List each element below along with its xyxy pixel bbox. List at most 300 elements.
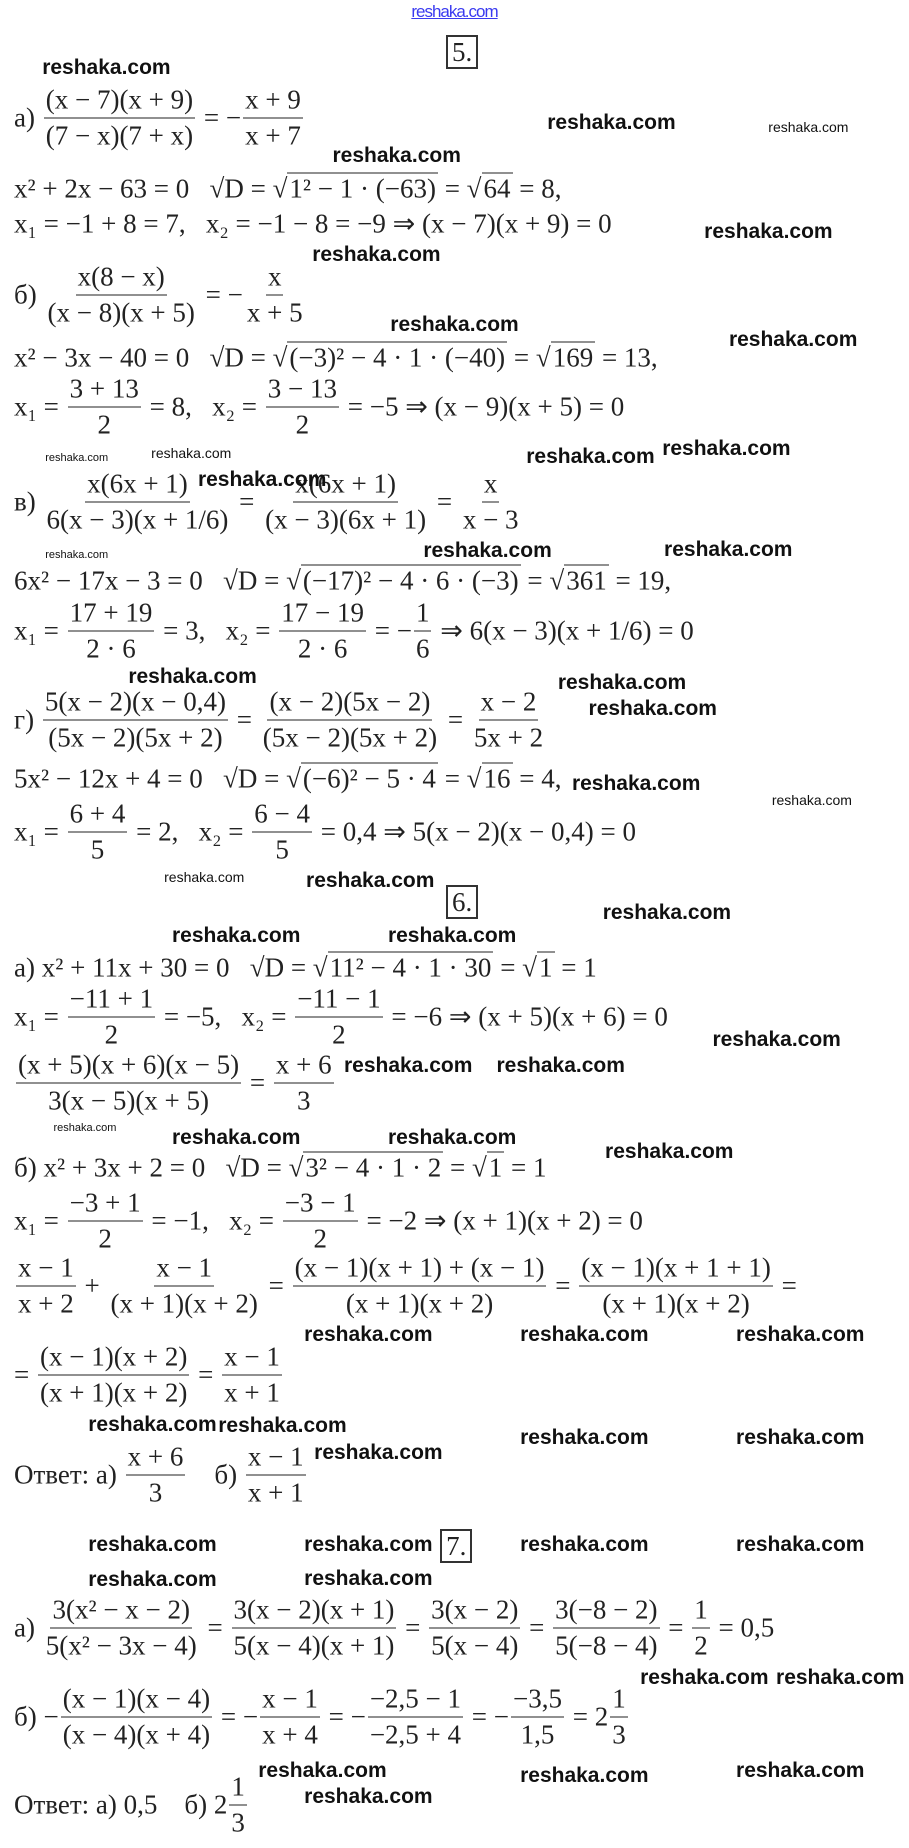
watermark: reshaka.com xyxy=(387,924,517,948)
square-root xyxy=(289,1153,444,1184)
math-text: = xyxy=(437,173,467,204)
fraction xyxy=(44,1595,199,1662)
denominator: 2 xyxy=(104,1019,119,1050)
numerator: x(6x + 1) xyxy=(85,468,190,502)
fraction xyxy=(283,1188,358,1255)
watermark: reshaka.com xyxy=(387,1125,517,1149)
math-text: 5x² − 12x + 4 = 0 √D = xyxy=(14,763,287,794)
math-text: = −6 ⇒ (x + 5)(x + 6) = 0 xyxy=(384,1001,668,1032)
numerator: x − 2 xyxy=(479,686,539,720)
fraction xyxy=(511,1683,564,1750)
math-text: x² + 2x − 63 = 0 √D = xyxy=(14,173,273,204)
math-line xyxy=(14,763,561,794)
denominator: 6(x − 3)(x + 1/6) xyxy=(46,504,229,534)
math-text: = xyxy=(507,342,536,373)
numerator: x − 1 xyxy=(154,1253,214,1287)
numerator: −2,5 − 1 xyxy=(368,1683,463,1717)
fraction xyxy=(245,262,305,329)
denominator: 2 xyxy=(97,409,111,440)
watermark: reshaka.com xyxy=(602,900,732,924)
sqrt-icon: √ xyxy=(272,173,288,204)
numerator: −3,5 xyxy=(511,1683,564,1717)
math-line xyxy=(14,1188,643,1255)
fraction xyxy=(68,1188,143,1255)
numerator: x − 1 xyxy=(246,1442,306,1476)
fraction xyxy=(293,1253,547,1320)
sqrt-icon: √ xyxy=(535,342,551,373)
numerator: (x − 1)(x − 4) xyxy=(61,1683,212,1717)
denominator: (x − 4)(x + 4) xyxy=(62,1719,211,1750)
denominator: (x + 1)(x + 2) xyxy=(345,1288,494,1319)
math-text: а) x² + 11x + 30 = 0 √D = xyxy=(14,952,313,983)
fraction xyxy=(414,598,432,665)
fraction xyxy=(260,1683,320,1750)
denominator: x + 4 xyxy=(262,1719,318,1750)
task-number-6: 6. xyxy=(446,885,478,919)
fraction xyxy=(68,374,141,441)
math-text: = − xyxy=(367,615,412,646)
math-line xyxy=(14,598,694,665)
numerator: (x − 1)(x + 1) + (x − 1) xyxy=(293,1253,547,1287)
fraction xyxy=(472,686,545,753)
math-text: = xyxy=(774,1270,797,1301)
fraction xyxy=(274,1050,334,1117)
denominator: 6 xyxy=(415,633,430,664)
fraction xyxy=(246,1442,306,1509)
sqrt-icon: √ xyxy=(466,173,482,204)
fraction xyxy=(429,1595,520,1662)
denominator: 5x + 2 xyxy=(473,722,544,753)
math-text: = 0,4 ⇒ 5(x − 2)(x − 0,4) = 0 xyxy=(313,816,636,847)
denominator: x + 7 xyxy=(245,120,301,151)
numerator: −3 + 1 xyxy=(68,1188,143,1222)
sqrt-icon: √ xyxy=(522,952,537,983)
watermark: reshaka.com xyxy=(312,243,441,267)
numerator: 3(−8 − 2) xyxy=(553,1595,659,1629)
math-text: = xyxy=(243,1067,272,1098)
numerator: 1 xyxy=(610,1683,628,1717)
watermark: reshaka.com xyxy=(520,1323,649,1347)
sqrt-icon: √ xyxy=(272,342,288,373)
sqrt-icon: √ xyxy=(288,1152,304,1183)
numerator: 17 − 19 xyxy=(279,598,366,632)
numerator: x − 1 xyxy=(222,1341,282,1375)
watermark: reshaka.com xyxy=(197,467,327,491)
fraction xyxy=(610,1683,628,1750)
watermark: reshaka.com xyxy=(664,538,793,562)
watermark: reshaka.com xyxy=(771,791,852,808)
denominator: x − 3 xyxy=(462,504,519,534)
watermark: reshaka.com xyxy=(42,56,171,80)
numerator: x(6x + 1) xyxy=(293,468,398,502)
fraction xyxy=(232,1595,397,1662)
numerator: x − 1 xyxy=(16,1253,76,1287)
radicand: (−3)² − 4 · 1 · (−40) xyxy=(289,342,506,373)
math-text: = 2 xyxy=(565,1701,609,1732)
denominator: (x + 1)(x + 2) xyxy=(39,1377,188,1408)
fraction xyxy=(266,374,339,441)
task-number-5: 5. xyxy=(446,35,478,69)
site-link[interactable]: reshaka.com xyxy=(411,2,498,21)
numerator: 3 − 13 xyxy=(266,374,339,408)
math-text: = 4, xyxy=(512,763,562,794)
watermark: reshaka.com xyxy=(45,548,109,561)
math-text: = xyxy=(441,704,470,735)
math-text: = xyxy=(493,952,523,983)
math-text: 6x² − 17x − 3 = 0 √D = xyxy=(14,565,287,596)
math-text: = xyxy=(398,1612,428,1643)
math-text: + xyxy=(77,1270,107,1301)
denominator: (5x − 2)(5x + 2) xyxy=(48,722,223,753)
math-text: = − xyxy=(465,1701,509,1732)
math-text: б) x² + 3x + 2 = 0 √D = xyxy=(14,1152,289,1183)
numerator: x + 9 xyxy=(243,85,303,119)
square-root xyxy=(273,342,508,373)
denominator: 2 xyxy=(313,1223,327,1254)
fraction xyxy=(579,1253,773,1320)
watermark: reshaka.com xyxy=(496,1053,625,1077)
watermark: reshaka.com xyxy=(304,1785,433,1809)
math-text: = − xyxy=(321,1701,366,1732)
watermark: reshaka.com xyxy=(343,1053,473,1077)
watermark: reshaka.com xyxy=(88,1533,217,1557)
math-text: = − xyxy=(214,1701,259,1732)
fraction xyxy=(68,798,128,865)
fraction xyxy=(692,1595,710,1662)
numerator: 6 + 4 xyxy=(68,798,128,832)
denominator: x + 5 xyxy=(246,297,303,328)
numerator: 1 xyxy=(414,598,432,632)
square-root xyxy=(472,1153,504,1184)
watermark: reshaka.com xyxy=(662,436,791,460)
math-line xyxy=(14,1772,249,1839)
watermark: reshaka.com xyxy=(557,670,687,694)
math-text: = 3, x₂ = xyxy=(156,615,278,646)
square-root xyxy=(549,565,608,596)
watermark: reshaka.com xyxy=(332,144,461,168)
fraction xyxy=(61,1683,212,1750)
watermark: reshaka.com xyxy=(88,1413,217,1437)
math-text: = xyxy=(200,1612,230,1643)
sqrt-icon: √ xyxy=(549,565,565,596)
denominator: 5 xyxy=(275,834,289,865)
math-text: x₁ = xyxy=(14,1205,66,1236)
math-text: г) xyxy=(14,704,41,735)
fraction xyxy=(279,598,366,665)
numerator: (x − 1)(x + 1 + 1) xyxy=(579,1253,773,1287)
denominator: 3(x − 5)(x + 5) xyxy=(48,1085,210,1116)
denominator: 3 xyxy=(612,1719,626,1750)
math-line xyxy=(14,342,658,373)
math-text: = xyxy=(261,1270,291,1301)
watermark: reshaka.com xyxy=(704,219,833,243)
denominator: (x + 1)(x + 2) xyxy=(602,1288,750,1319)
watermark: reshaka.com xyxy=(45,451,109,464)
fraction xyxy=(252,798,312,865)
fraction xyxy=(68,598,155,665)
math-text: = 8, xyxy=(512,173,562,204)
square-root xyxy=(273,173,438,204)
math-text: = xyxy=(437,763,467,794)
math-text: в) xyxy=(14,486,43,516)
numerator: −11 + 1 xyxy=(68,984,155,1018)
numerator: x xyxy=(266,262,284,296)
radicand: 1 xyxy=(488,1152,503,1183)
numerator: x − 1 xyxy=(260,1683,320,1717)
math-line xyxy=(14,984,668,1051)
denominator: 2 xyxy=(98,1223,112,1254)
numerator: x + 6 xyxy=(126,1442,186,1476)
sqrt-icon: √ xyxy=(466,763,482,794)
denominator: 5(−8 − 4) xyxy=(555,1630,658,1661)
denominator: 2 · 6 xyxy=(86,633,136,664)
watermark: reshaka.com xyxy=(526,445,655,469)
watermark: reshaka.com xyxy=(304,1323,433,1347)
watermark: reshaka.com xyxy=(547,111,676,135)
math-line xyxy=(14,686,547,753)
math-text: = 13, xyxy=(595,342,658,373)
watermark: reshaka.com xyxy=(151,444,232,461)
math-text: б) xyxy=(187,1459,244,1490)
watermark: reshaka.com xyxy=(736,1425,865,1449)
math-line xyxy=(14,85,305,152)
denominator: (7 − x)(7 + x) xyxy=(45,120,194,151)
fraction xyxy=(44,85,195,152)
sqrt-icon: √ xyxy=(286,565,301,596)
math-text: = xyxy=(191,1359,221,1390)
fraction xyxy=(16,1050,241,1117)
math-line xyxy=(14,1341,284,1408)
denominator: (x − 3)(6x + 1) xyxy=(265,504,427,534)
numerator: x + 6 xyxy=(274,1050,334,1084)
math-text: = 1 xyxy=(554,952,597,983)
watermark: reshaka.com xyxy=(128,664,257,688)
fraction xyxy=(108,1253,259,1320)
math-text: = xyxy=(548,1270,578,1301)
numerator: 3 + 13 xyxy=(68,374,141,408)
numerator: 1 xyxy=(692,1595,710,1629)
math-text: а) xyxy=(14,1612,42,1643)
math-text: x₁ = xyxy=(14,816,66,847)
radicand: 361 xyxy=(566,565,607,596)
watermark: reshaka.com xyxy=(304,1567,433,1591)
numerator: (x + 5)(x + 6)(x − 5) xyxy=(16,1050,241,1084)
fraction xyxy=(461,468,521,535)
fraction xyxy=(368,1683,463,1750)
math-line xyxy=(14,1253,797,1320)
watermark: reshaka.com xyxy=(314,1440,443,1464)
watermark: reshaka.com xyxy=(172,1125,301,1149)
numerator: (x − 7)(x + 9) xyxy=(44,85,195,119)
radicand: 64 xyxy=(483,173,511,204)
square-root xyxy=(286,565,521,596)
watermark: reshaka.com xyxy=(520,1764,649,1788)
watermark: reshaka.com xyxy=(571,772,701,796)
math-line xyxy=(14,565,671,596)
watermark: reshaka.com xyxy=(768,118,849,135)
watermark: reshaka.com xyxy=(304,1533,433,1557)
fraction xyxy=(16,1253,76,1320)
fraction xyxy=(126,1442,186,1509)
watermark: reshaka.com xyxy=(728,328,858,352)
math-text: = 1 xyxy=(504,1152,547,1183)
watermark: reshaka.com xyxy=(423,538,552,562)
math-text: = 2, x₂ = xyxy=(129,816,251,847)
fraction xyxy=(38,1341,189,1408)
math-text: = xyxy=(14,1359,36,1390)
radicand: (−6)² − 5 · 4 xyxy=(302,763,436,794)
numerator: 1 xyxy=(229,1772,247,1806)
square-root xyxy=(467,763,513,794)
denominator: 2 xyxy=(332,1019,346,1050)
math-text: = xyxy=(522,1612,552,1643)
denominator: 3 xyxy=(231,1807,245,1838)
fraction xyxy=(243,85,303,152)
denominator: 3 xyxy=(148,1477,163,1508)
math-text: = xyxy=(443,1152,472,1183)
math-text: б) − xyxy=(14,1701,59,1732)
watermark: reshaka.com xyxy=(736,1758,865,1782)
square-root xyxy=(467,173,513,204)
math-line xyxy=(14,1683,630,1750)
sqrt-icon: √ xyxy=(471,1152,487,1183)
fraction xyxy=(553,1595,659,1662)
watermark: reshaka.com xyxy=(164,868,245,885)
math-text: x₁ = −1 + 8 = 7, x₂ = −1 − 8 = −9 ⇒ (x − 7)(x + 9) = 0 xyxy=(14,208,612,239)
sqrt-icon: √ xyxy=(286,763,301,794)
numerator: −11 − 1 xyxy=(295,984,382,1018)
denominator: 2 xyxy=(295,409,310,440)
watermark: reshaka.com xyxy=(712,1028,841,1052)
watermark: reshaka.com xyxy=(736,1533,865,1557)
watermark: reshaka.com xyxy=(736,1323,865,1347)
square-root xyxy=(536,342,595,373)
math-line xyxy=(14,952,597,983)
denominator: x + 2 xyxy=(18,1288,74,1319)
denominator: (x − 8)(x + 5) xyxy=(47,297,195,328)
math-text: = 8, x₂ = xyxy=(142,391,264,422)
watermark: reshaka.com xyxy=(605,1140,734,1164)
math-text: = −5 ⇒ (x − 9)(x + 5) = 0 xyxy=(340,391,625,422)
denominator: 2 xyxy=(694,1630,708,1661)
numerator: (x − 1)(x + 2) xyxy=(38,1341,189,1375)
fraction xyxy=(229,1772,247,1839)
watermark: reshaka.com xyxy=(588,696,717,720)
math-text: = − xyxy=(197,102,242,133)
math-line xyxy=(14,209,612,240)
math-text: = −1, x₂ = xyxy=(144,1205,281,1236)
math-text: x² − 3x − 40 = 0 √D = xyxy=(14,342,273,373)
watermark: reshaka.com xyxy=(218,1413,347,1437)
numerator: −3 − 1 xyxy=(283,1188,358,1222)
watermark: reshaka.com xyxy=(390,313,519,337)
denominator: 2 · 6 xyxy=(297,633,348,664)
numerator: (x − 2)(5x − 2) xyxy=(267,686,432,720)
watermark: reshaka.com xyxy=(172,924,301,948)
math-line xyxy=(14,798,636,865)
math-text: = xyxy=(232,486,262,516)
radicand: 3² − 4 · 1 · 2 xyxy=(305,1152,442,1183)
denominator: 5(x − 4)(x + 1) xyxy=(233,1630,395,1661)
denominator: (5x − 2)(5x + 2) xyxy=(262,722,438,753)
math-text: = −5, x₂ = xyxy=(157,1001,294,1032)
numerator: 3(x² − x − 2) xyxy=(50,1595,192,1629)
math-text: Ответ: а) 0,5 б) 2 xyxy=(14,1789,228,1820)
denominator: (x + 1)(x + 2) xyxy=(110,1288,258,1319)
denominator: x + 1 xyxy=(247,1477,304,1508)
watermark: reshaka.com xyxy=(640,1666,769,1690)
math-text: = xyxy=(430,486,459,516)
math-text: x₁ = xyxy=(14,391,66,422)
math-text: = xyxy=(520,565,550,596)
math-text: а) xyxy=(14,102,42,133)
math-text: ⇒ 6(x − 3)(x + 1/6) = 0 xyxy=(433,615,694,646)
math-line xyxy=(14,1595,774,1662)
math-line xyxy=(14,262,307,329)
math-text: x₁ = xyxy=(14,615,66,646)
denominator: 3 xyxy=(296,1085,311,1116)
square-root xyxy=(522,952,554,983)
numerator: x xyxy=(482,468,500,502)
fraction xyxy=(261,686,439,753)
square-root xyxy=(313,952,494,983)
numerator: x(8 − x) xyxy=(76,262,167,296)
math-text: Ответ: а) xyxy=(14,1459,124,1490)
fraction xyxy=(43,686,228,753)
radicand: 11² − 4 · 1 · 30 xyxy=(329,952,492,983)
denominator: 5(x² − 3x − 4) xyxy=(45,1630,197,1661)
math-text: x₁ = xyxy=(14,1001,66,1032)
math-line xyxy=(14,1050,336,1117)
math-line xyxy=(14,1153,547,1184)
math-text: = 19, xyxy=(608,565,672,596)
denominator: 1,5 xyxy=(520,1719,555,1750)
math-text: = 0,5 xyxy=(711,1612,775,1643)
radicand: 1² − 1 · (−63) xyxy=(289,173,436,204)
numerator: 17 + 19 xyxy=(68,598,155,632)
numerator: 3(x − 2) xyxy=(429,1595,520,1629)
fraction xyxy=(68,984,155,1051)
watermark: reshaka.com xyxy=(520,1533,649,1557)
math-text: б) xyxy=(14,279,44,310)
watermark: reshaka.com xyxy=(306,869,435,893)
task-number-7: 7. xyxy=(440,1529,472,1563)
radicand: 1 xyxy=(539,952,553,983)
watermark: reshaka.com xyxy=(776,1665,905,1689)
denominator: 5(x − 4) xyxy=(431,1630,519,1661)
numerator: 5(x − 2)(x − 0,4) xyxy=(43,686,228,720)
math-text: = xyxy=(230,704,259,735)
math-text: = −2 ⇒ (x + 1)(x + 2) = 0 xyxy=(359,1205,643,1236)
square-root xyxy=(286,763,438,794)
math-text: = xyxy=(661,1612,691,1643)
denominator: x + 1 xyxy=(224,1377,280,1408)
denominator: 5 xyxy=(90,834,105,865)
sqrt-icon: √ xyxy=(312,952,328,983)
math-line xyxy=(14,374,624,441)
math-line xyxy=(14,1442,308,1509)
watermark: reshaka.com xyxy=(258,1758,387,1782)
fraction xyxy=(45,262,196,329)
fraction xyxy=(222,1341,282,1408)
radicand: 169 xyxy=(552,342,594,373)
radicand: (−17)² − 4 · 6 · (−3) xyxy=(302,565,519,596)
math-text: = − xyxy=(198,279,243,310)
radicand: 16 xyxy=(483,763,511,794)
numerator: 3(x − 2)(x + 1) xyxy=(232,1595,397,1629)
watermark: reshaka.com xyxy=(53,1121,117,1134)
watermark: reshaka.com xyxy=(520,1425,649,1449)
